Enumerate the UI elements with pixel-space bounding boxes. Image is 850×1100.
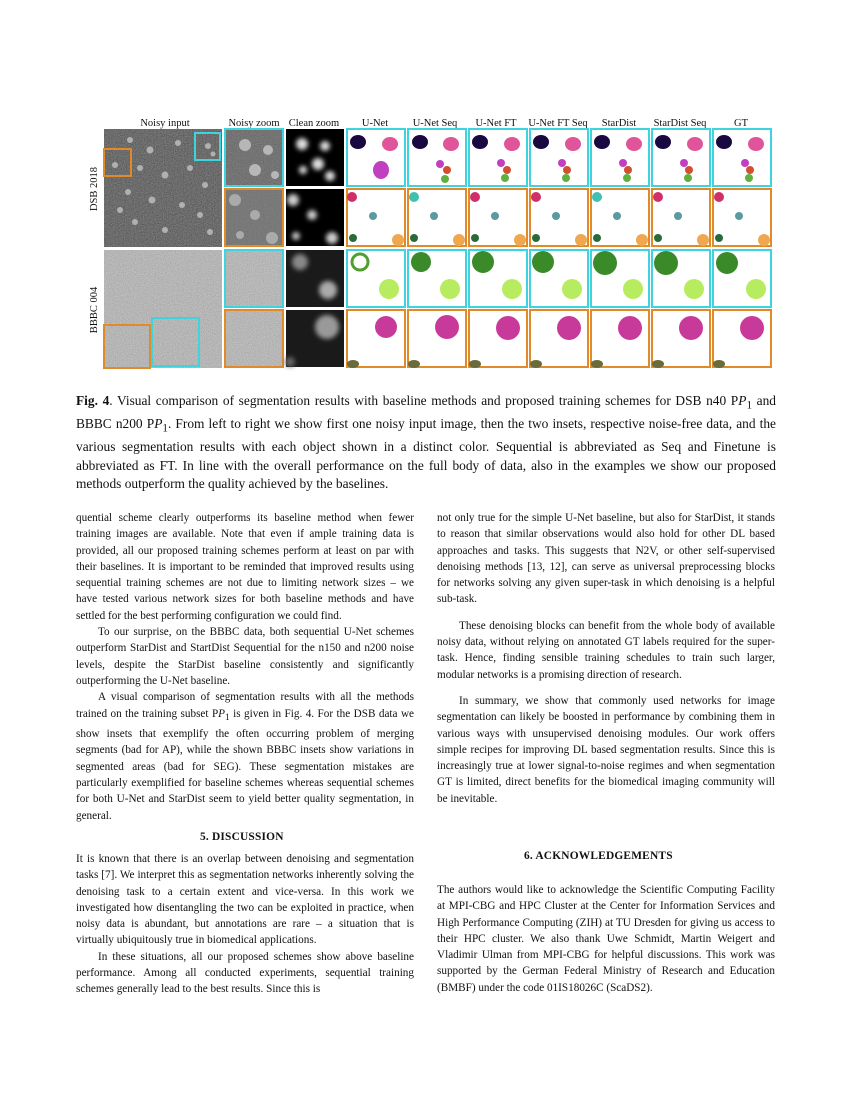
dsb-seg-row1 (347, 129, 771, 186)
paragraph: These denoising blocks can benefit from the whole body of available noisy data, without relying on annotated GT labels required for the super-task. Hence, finding sensible training schedules to train such larger, modular networks is a promising direction of research. (437, 619, 775, 681)
header-clean-zoom: Clean zoom (288, 118, 340, 129)
figure-caption: Fig. 4. Visual comparison of segmentation results with baseline methods and proposed training schemes for DSB n40 $PP_1$ and BBBC n200 $PP_1$. From left to right we show first one noisy input image, then the two insets, respective noise-free data, and the various segmentation results with each object shown in a distinct color. Sequential is abbreviated as Seq and Finetune is abbreviated as FT. In line with the overall performance on the full body of data, also in the examples we show our proposed methods outperform the quality achieved by the baselines. (76, 393, 777, 492)
header-unet: U-Net (361, 118, 389, 129)
bbbc-noisy-input (104, 250, 222, 368)
header-stardist: StarDist (601, 118, 637, 129)
paragraph: In these situations, all our proposed schemes show above baseline performance. Among all conducted experiments, sequential training schemes generally lead to the best results. Since this is (76, 950, 414, 996)
column-headers (140, 118, 748, 129)
header-noisy-zoom: Noisy zoom (228, 118, 280, 129)
left-column (76, 510, 414, 824)
header-unet-ft: U-Net FT (475, 118, 517, 129)
left-column-discussion (76, 851, 414, 998)
header-unet-ft-seq: U-Net FT Seq (528, 118, 588, 129)
paragraph: quential scheme clearly outperforms its baseline method when fewer training images are available. Note that even if ample training data is provided, all our proposed training schemes perform at least on par with their baselines. It is important to be reminded that improved results using sequential training schemes are not due to limiting network sizes – we have tested various network sizes for both baseline methods and have settled for the best performing configuration we could find. (76, 512, 414, 622)
bbbc-noisy-zoom (225, 250, 283, 367)
paragraph: not only true for the simple U-Net baseline, but also for StarDist, it stands to reason that similar observations would also hold for other DL based approaches and tasks. This suggests that N2V, or other self-supervised denoising methods [13, 12], can serve as universal preprocessing blocks for networks solving any given super-task in which denoising is a helpful sub-task. (437, 512, 775, 606)
header-gt: GT (734, 118, 748, 129)
figure-4 (0, 0, 850, 380)
dsb-noisy-input (104, 129, 222, 247)
bbbc-seg-row2 (347, 310, 771, 368)
right-column-acknowledgements (437, 882, 775, 996)
dsb-noisy-zoom (225, 129, 283, 246)
paragraph: To our surprise, on the BBBC data, both sequential U-Net schemes outperform StarDist and StartDist Sequential for the n150 and n200 noise levels, despite the StarDist baseline consistently and significantly outperforming the U-Net baseline. (76, 626, 414, 687)
row-label-dsb: DSB 2018 (89, 166, 100, 212)
bbbc-clean-zoom (285, 250, 344, 367)
bbbc-seg-row1 (347, 250, 771, 307)
paragraph: It is known that there is an overlap between denoising and segmentation tasks [7]. We interpret this as segmentation networks inherently solving the denoising task to a certain extent and vice-versa. In this work we investigated how disentangling the two can be exploited in practice, when noisy data is abundant, but annotations are rare – a situation that is virtually ubiquitously true in biomedical applications. (76, 853, 414, 947)
right-column (437, 510, 775, 807)
section-heading-discussion: 5. DISCUSSION (200, 831, 284, 843)
dsb-seg-results (347, 129, 771, 246)
section-heading-acknowledgements: 6. ACKNOWLEDGEMENTS (524, 850, 673, 862)
paragraph: A visual comparison of segmentation results with all the methods trained on the training subset $PP_1$ is given in Fig. 4. For the DSB data we show insets that exemplify the often occurring problem of merging segments (bad for AP), while the shown BBBC insets show variations in segmented areas (bad for SEG). These segmentation mistakes are particularly exemplified for baseline schemes whereas sequential schemes for both U-Net and StarDist seem to yield better quality segmentation, in general. (76, 691, 414, 822)
dsb-seg-row2 (347, 189, 771, 246)
header-noisy-input: Noisy input (140, 118, 190, 129)
header-stardist-seq: StarDist Seq (653, 118, 707, 129)
row-label-bbbc: BBBC 004 (89, 286, 100, 334)
header-unet-seq: U-Net Seq (412, 118, 458, 129)
paragraph: In summary, we show that commonly used networks for image segmentation can likely be boosted in performance by combining them in various ways with unsupervised denoising modules. Our work offers simple recipes for improving DL based segmentation results. Since this is increasingly true at lower signal-to-noise regimes and when segmentation GT is limited, direct benefits for the biomedical imaging community will be inevitable. (437, 694, 775, 805)
dsb-clean-zoom (286, 129, 344, 246)
paragraph: The authors would like to acknowledge the Scientific Computing Facility at MPI-CBG and HPC Cluster at the Center for Information Services and High Performance Computing (ZIH) at TU Dresden for giving us access to their HPC cluster. We also thank Uwe Schmidt, Martin Weigert and Vladimir Ulman from MPI-CBG for helpful discussions. This work was supported by the German Federal Ministry of Research and Education (BMBF) under the code 01IS18026C (ScaDS2). (437, 884, 775, 994)
caption-label: Fig. 4 (76, 393, 110, 408)
bbbc-seg-results (347, 250, 771, 368)
